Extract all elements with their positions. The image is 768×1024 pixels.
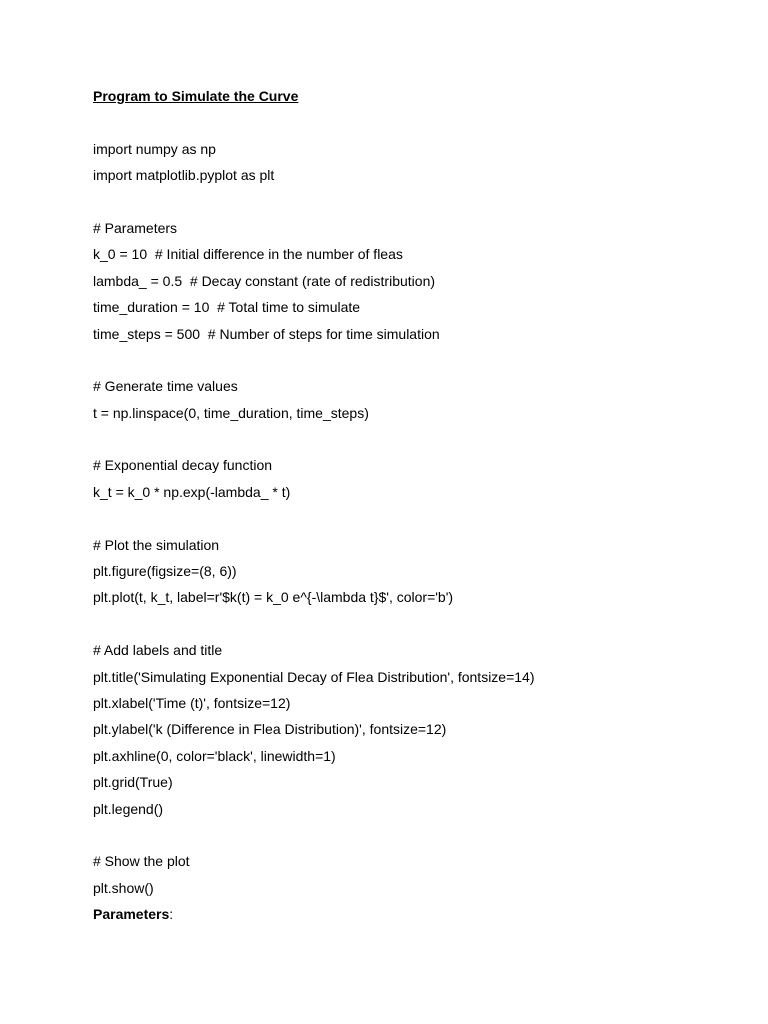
code-line: import numpy as np	[93, 140, 216, 157]
code-line	[93, 611, 733, 637]
code-line: plt.plot(t, k_t, label=r'$k(t) = k_0 e^{-\lambda t}$', color='b')	[93, 589, 454, 606]
code-line: plt.grid(True)	[93, 774, 173, 791]
parameters-heading-line	[93, 901, 733, 927]
code-line: import matplotlib.pyplot as plt	[93, 167, 275, 184]
code-line: k_t = k_0 * np.exp(-lambda_ * t)	[93, 483, 291, 500]
code-line: t = np.linspace(0, time_duration, time_steps)	[93, 404, 369, 421]
code-line: # Plot the simulation	[93, 536, 220, 553]
code-line: plt.axhline(0, color='black', linewidth=1)	[93, 747, 336, 764]
code-line: plt.xlabel('Time (t)', fontsize=12)	[93, 694, 291, 711]
spacer	[93, 109, 733, 135]
code-line: # Parameters	[93, 219, 178, 236]
code-line: # Generate time values	[93, 378, 238, 395]
document-body	[93, 83, 733, 928]
code-line	[93, 347, 733, 373]
code-line: plt.ylabel('k (Difference in Flea Distribution)', fontsize=12)	[93, 721, 447, 738]
code-line: k_0 = 10 # Initial difference in the number of fleas	[93, 246, 403, 263]
code-line: # Exponential decay function	[93, 457, 273, 474]
code-line: plt.legend()	[93, 800, 164, 817]
code-line: lambda_ = 0.5 # Decay constant (rate of redistribution)	[93, 272, 436, 289]
code-line: plt.figure(figsize=(8, 6))	[93, 563, 237, 580]
parameters-heading: Parameters	[93, 906, 170, 923]
code-line	[93, 505, 733, 531]
parameters-colon: :	[169, 906, 174, 923]
code-line: # Show the plot	[93, 853, 190, 870]
code-line	[93, 822, 733, 848]
code-line: time_duration = 10 # Total time to simulate	[93, 299, 361, 316]
document-title: Program to Simulate the Curve	[93, 88, 299, 104]
code-line	[93, 189, 733, 215]
code-line: plt.title('Simulating Exponential Decay of Flea Distribution', fontsize=14)	[93, 668, 535, 685]
code-line: # Add labels and title	[93, 642, 223, 659]
code-line: plt.show()	[93, 879, 154, 896]
code-line: time_steps = 500 # Number of steps for time simulation	[93, 325, 440, 342]
code-line	[93, 426, 733, 452]
